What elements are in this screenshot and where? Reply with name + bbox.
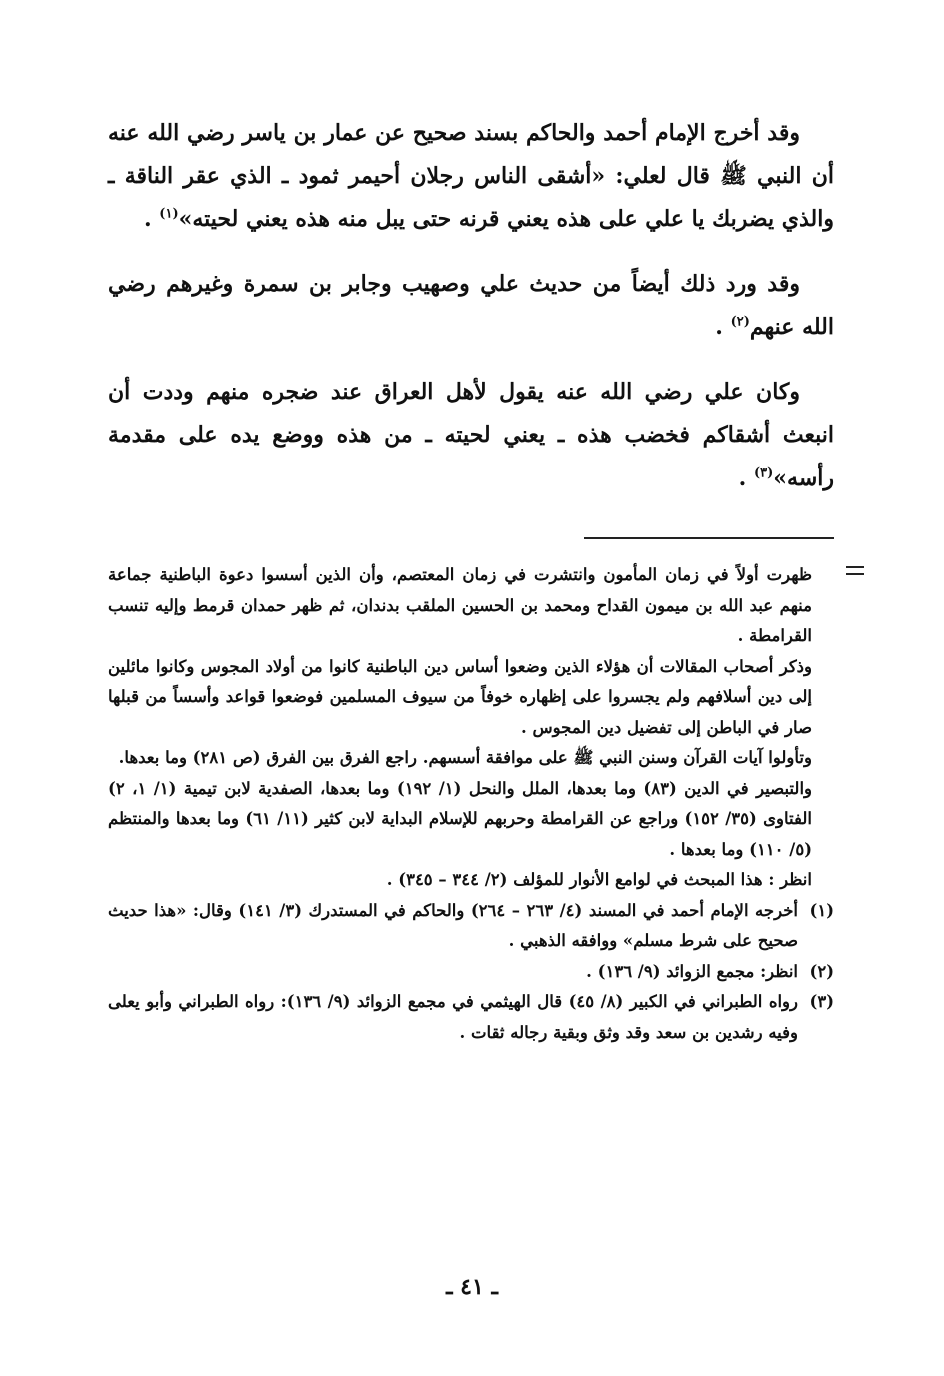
paragraph-end: . bbox=[715, 314, 731, 340]
main-paragraph-3 bbox=[108, 371, 834, 500]
footnote-text: أخرجه الإمام أحمد في المسند (٤/ ٢٦٣ – ٢٦٤) والحاكم في المستدرك (٣/ ١٤١) وقال: «هذا حديث صحيح على شرط مسلم» ووافقه الذهبي . bbox=[108, 900, 798, 950]
footnote-number: (٢) bbox=[809, 961, 834, 981]
footnote-continued-paragraph: ظهرت أولاً في زمان المأمون وانتشرت في زمان المعتصم، وأن الذين أسسوا دعوة الباطنية جماعة منهم عبد الله بن ميمون القداح ومحمد بن الحسين الملقب بدندان، ثم ظهر حمدان قرمط وإليه تنسب القرامطة . bbox=[108, 565, 812, 645]
paragraph-end: . bbox=[143, 206, 160, 232]
paragraph-text: وقد أخرج الإمام أحمد والحاكم بسند صحيح عن عمار بن ياسر رضي الله عنه أن النبي ﷺ قال لعلي: «أشقى الناس رجلان أحيمر ثمود ـ الذي عقر الناقة ـ والذي يضربك يا علي على هذه يعني قرنه حتى يبل منه هذه يعني لحيته» bbox=[108, 120, 834, 232]
footnote-item-2 bbox=[108, 957, 834, 988]
main-paragraph-1 bbox=[108, 112, 834, 241]
footnote-continued-paragraph: والتبصير في الدين (٨٣) وما بعدها، الملل والنحل (١/ ١٩٢) وما بعدها، الصفدية لابن تيمية (١/ ١، ٢) الفتاوى (٣٥/ ١٥٢) وراجع عن القرامطة وحربهم للإسلام البداية لابن كثير (١١/ ٦١) وما بعدها والمنتظم (٥/ ١١٠) وما بعدها . bbox=[108, 778, 812, 859]
footnote-number: (٣) bbox=[809, 992, 834, 1011]
footnote-separator bbox=[584, 537, 834, 539]
main-text bbox=[108, 112, 834, 522]
paragraph-end: . bbox=[738, 465, 754, 491]
footnote-text: انظر: مجمع الزوائد (٩/ ١٣٦) . bbox=[586, 961, 798, 981]
footnotes bbox=[108, 560, 834, 1048]
footnote-number: (١) bbox=[809, 900, 834, 920]
page-number: ـ ٤١ ـ bbox=[446, 1274, 498, 1300]
footnote-text: رواه الطبراني في الكبير (٨/ ٤٥) قال الهيثمي في مجمع الزوائد (٩/ ١٣٦): رواه الطبراني وأبو يعلى وفيه رشدين بن سعد وقد وثق وبقية رجاله ثقات . bbox=[108, 992, 798, 1042]
footnote-item-3 bbox=[108, 987, 834, 1048]
main-paragraph-2 bbox=[108, 263, 834, 349]
paragraph-text: وقد ورد ذلك أيضاً من حديث علي وصهيب وجابر بن سمرة وغيرهم رضي الله عنهم bbox=[108, 271, 834, 340]
paragraph-text: وكان علي رضي الله عنه يقول لأهل العراق عند ضجره منهم وددت أن انبعث أشقاكم فخضب هذه ـ يعني لحيته ـ من هذه ووضع يده على مقدمة رأسه» bbox=[108, 379, 834, 491]
footnote-ref-2: (٢) bbox=[730, 314, 750, 330]
footnote-item-1 bbox=[108, 896, 834, 957]
footnote-ref-1: (١) bbox=[159, 206, 179, 222]
footnote-continued-paragraph: انظر : هذا المبحث في لوامع الأنوار للمؤلف (٢/ ٣٤٤ – ٣٤٥) . bbox=[386, 870, 812, 889]
footnote-continued-paragraph: وتأولوا آيات القرآن وسنن النبي ﷺ على موافقة أسسهم. راجع الفرق بين الفرق (ص ٢٨١) وما بعدها. bbox=[118, 748, 812, 767]
footnote-ref-3: (٣) bbox=[753, 465, 774, 481]
continuation-mark bbox=[846, 566, 864, 575]
footnote-continued-paragraph: وذكر أصحاب المقالات أن هؤلاء الذين وضعوا أساس دين الباطنية كانوا من أولاد المجوس وكانوا مائلين إلى دين أسلافهم ولم يجسروا على إظهاره خوفاً من سيوف المسلمين فوضعوا قواعد وأسساً من قبلها صار في الباطن إلى تفضيل دين المجوس . bbox=[108, 656, 812, 737]
